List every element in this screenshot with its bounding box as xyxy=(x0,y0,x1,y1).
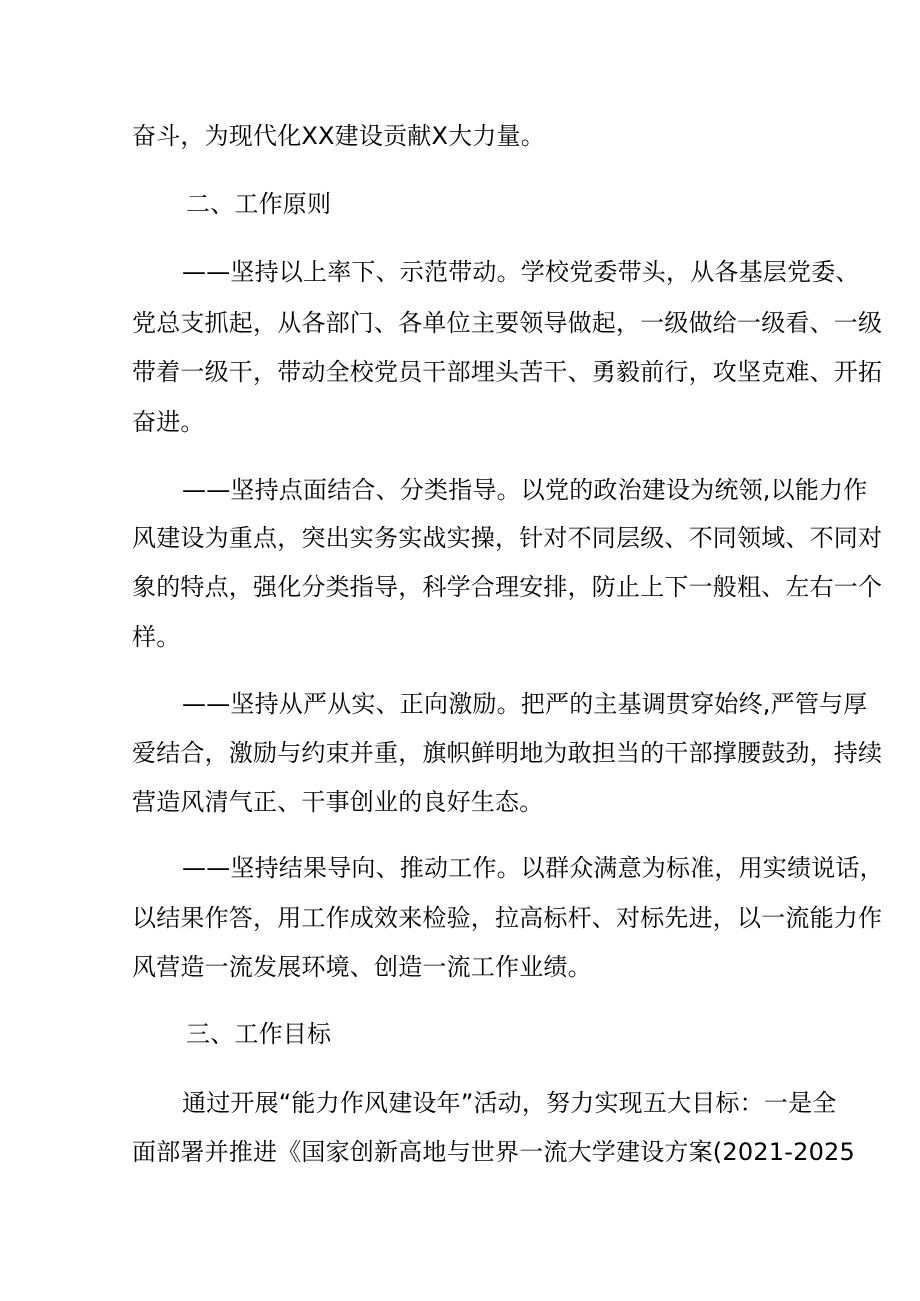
paragraph-line: ——坚持从严从实、正向激励。把严的主基调贯穿始终,严管与厚 xyxy=(182,690,868,718)
paragraph-line: 党总支抓起，从各部门、各单位主要领导做起，一级做给一级看、一级 xyxy=(132,309,883,337)
paragraph-line: 风建设为重点，突出实务实战实操，针对不同层级、不同领域、不同对 xyxy=(132,524,883,552)
paragraph-line: 风营造一流发展环境、创造一流工作业绩。 xyxy=(132,953,592,981)
paragraph-line: 象的特点，强化分类指导，科学合理安排，防止上下一般粗、左右一个 xyxy=(132,573,883,601)
paragraph-line: ——坚持结果导向、推动工作。以群众满意为标准，用实绩说话， xyxy=(182,854,884,882)
paragraph-line: 样。 xyxy=(132,623,181,651)
paragraph-line: 爱结合，激励与约束并重，旗帜鲜明地为敢担当的干部撑腰鼓劲，持续 xyxy=(132,739,883,767)
paragraph-line: 营造风清气正、干事创业的良好生态。 xyxy=(132,788,544,816)
paragraph-line: 奋斗，为现代化XX建设贡献X大力量。 xyxy=(132,122,545,150)
paragraph-line: ——坚持点面结合、分类指导。以党的政治建设为统领,以能力作 xyxy=(182,476,868,504)
section-heading: 三、工作目标 xyxy=(186,1020,332,1048)
paragraph-line: 奋进。 xyxy=(132,408,205,436)
paragraph-line: ——坚持以上率下、示范带动。学校党委带头，从各基层党委、 xyxy=(182,258,860,286)
paragraph-line: 面部署并推进《国家创新高地与世界一流大学建设方案(2021-2025 xyxy=(132,1138,855,1166)
paragraph-line: 通过开展“能力作风建设年”活动，努力实现五大目标：一是全 xyxy=(182,1089,837,1117)
paragraph-line: 以结果作答，用工作成效来检验，拉高标杆、对标先进，以一流能力作 xyxy=(132,904,883,932)
paragraph-line: 带着一级干，带动全校党员干部埋头苦干、勇毅前行，攻坚克难、开拓 xyxy=(132,358,883,386)
section-heading: 二、工作原则 xyxy=(186,190,332,218)
